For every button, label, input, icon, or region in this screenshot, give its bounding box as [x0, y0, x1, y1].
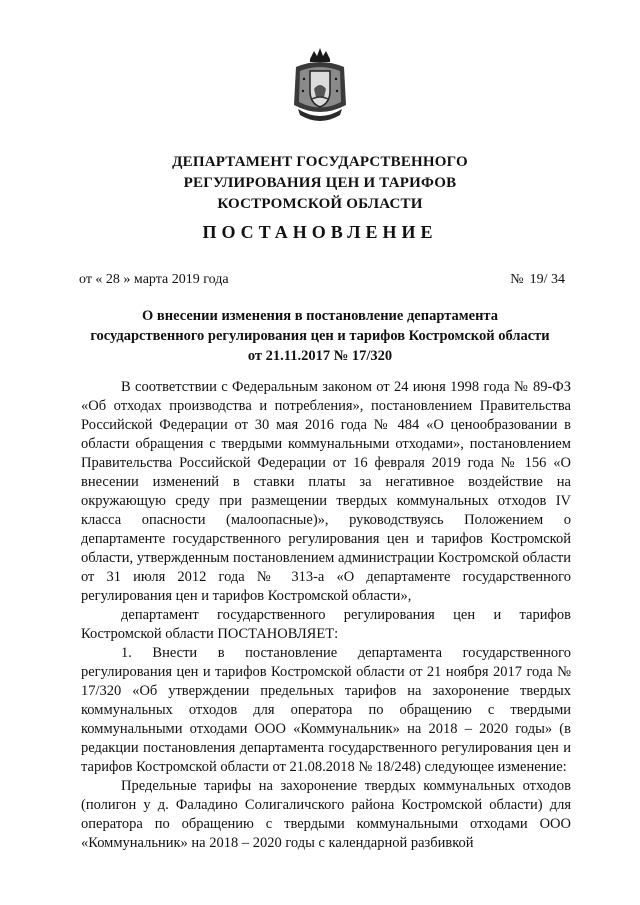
- department-name: [0, 152, 640, 215]
- document-number: 19/ 34: [529, 272, 565, 287]
- dept-line-2: РЕГУЛИРОВАНИЯ ЦЕН И ТАРИФОВ: [183, 175, 457, 191]
- subject-line-3: от 21.11.2017 № 17/320: [247, 348, 393, 364]
- body-paragraph-2: департамент государственного регулирования цен и тарифов Костромской области ПОСТАНОВЛЯЕТ:: [81, 607, 571, 642]
- document-number-group: [510, 272, 565, 288]
- coat-of-arms-icon: [288, 45, 352, 125]
- date-number-line: [79, 272, 565, 288]
- dept-line-3: КОСТРОМСКОЙ ОБЛАСТИ: [217, 196, 423, 212]
- body-paragraph-4: Предельные тарифы на захоронение твердых коммунальных отходов (полигон у д. Фаладино Солигаличского района Костромской области) для оператора по обращению с твердыми коммунальными отходами ООО «Коммунальник» на 2018 – 2020 годы с календарной разбивкой: [81, 778, 571, 851]
- subject-line-2: государственного регулирования цен и тарифов Костромской области: [90, 328, 550, 344]
- document-subject: [60, 306, 580, 366]
- dept-line-1: ДЕПАРТАМЕНТ ГОСУДАРСТВЕННОГО: [172, 154, 468, 170]
- document-type-heading: ПОСТАНОВЛЕНИЕ: [202, 222, 438, 242]
- body-paragraph-3: 1. Внести в постановление департамента государственного регулирования цен и тарифов Костромской области от 21 ноября 2017 года № 17/320 «Об утверждении предельных тарифов на захоронение твердых коммунальных отходов для оператора по обращению с твердыми коммунальными отходами ООО «Коммунальник» на 2018 – 2020 годы» (в редакции постановления департамента государственного регулирования цен и тарифов Костромской области от 21.08.2018 № 18/248) следующее изменение:: [81, 645, 571, 775]
- body-paragraph-1: В соответствии с Федеральным законом от 24 июня 1998 года № 89-ФЗ «Об отходах производства и потребления», постановлением Правительства Российской Федерации от 30 мая 2016 года № 484 «О ценообразовании в области обращения с твердыми коммунальными отходами», постановлением Правительства Российской Федерации от 16 февраля 2019 года № 156 «О внесении изменений в ставки платы за негативное воздействие на окружающую среду при размещении твердых коммунальных отходов IV класса опасности (малоопасные)», руководствуясь Положением о департаменте государственного регулирования цен и тарифов Костромской области, утвержденным постановлением администрации Костромской области от 31 июля 2012 года № 313-а «О департаменте государственного регулирования цен и тарифов Костромской области»,: [81, 379, 571, 604]
- subject-line-1: О внесении изменения в постановление департамента: [142, 308, 498, 324]
- document-date: от « 28 » марта 2019 года: [79, 272, 229, 287]
- document-body: [81, 378, 571, 853]
- number-label: №: [510, 272, 524, 287]
